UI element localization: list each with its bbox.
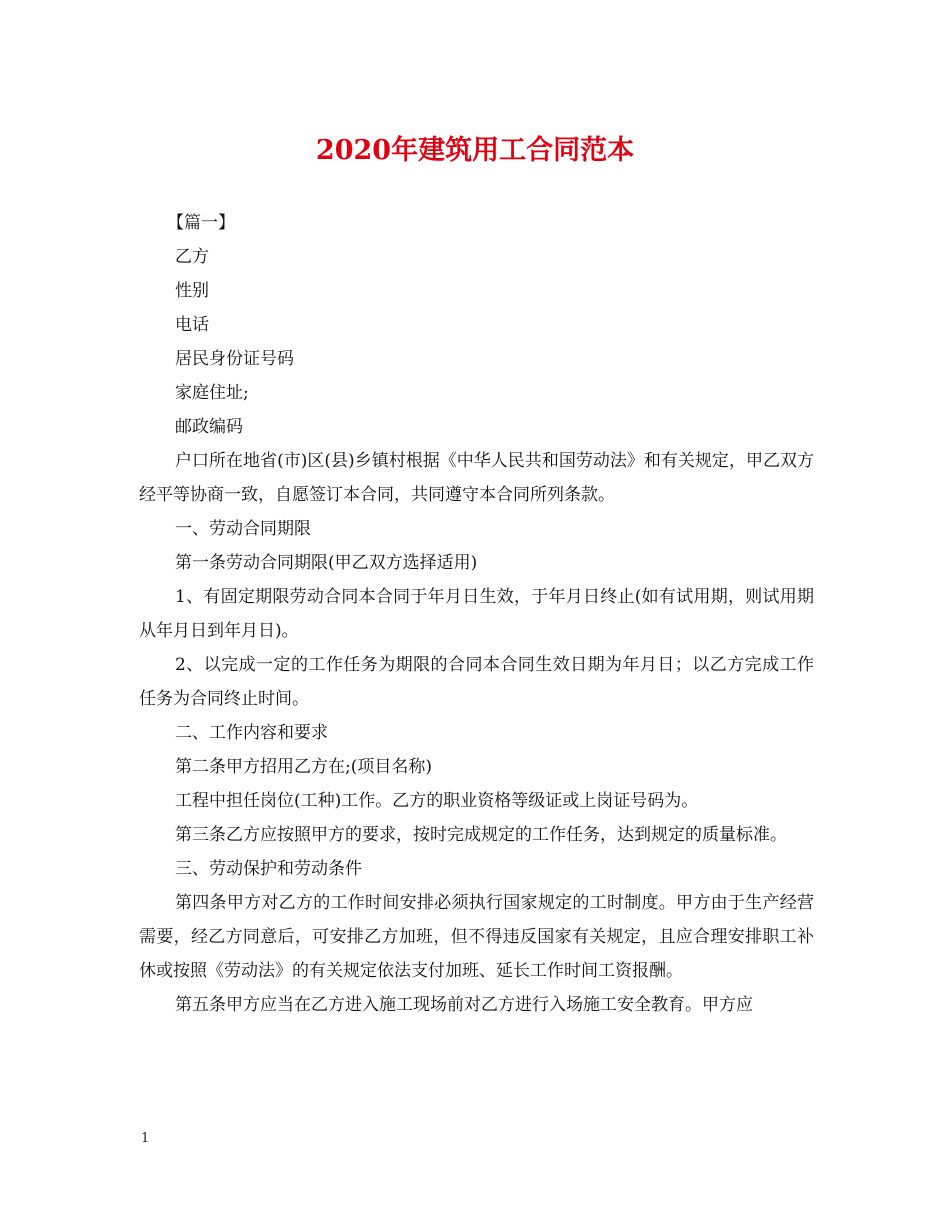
field-label: 乙方 bbox=[175, 247, 209, 267]
section-label: 【篇一】 bbox=[167, 213, 235, 233]
paragraph: 第三条乙方应按照甲方的要求，按时完成规定的工作任务，达到规定的质量标准。 bbox=[175, 825, 787, 845]
field-label: 居民身份证号码 bbox=[175, 349, 294, 369]
document-title: 2020年建筑用工合同范本 bbox=[315, 135, 635, 166]
section-heading: 一、劳动合同期限 bbox=[175, 519, 311, 539]
page-number: 1 bbox=[141, 1131, 150, 1146]
field-label: 性别 bbox=[175, 281, 209, 301]
section-heading: 三、劳动保护和劳动条件 bbox=[175, 859, 362, 879]
paragraph: 户口所在地省(市)区(县)乡镇村根据《中华人民共和国劳动法》和有关规定，甲乙双方经平等协商一致，自愿签订本合同，共同遵守本合同所列条款。 bbox=[139, 451, 814, 505]
field-label: 邮政编码 bbox=[175, 417, 243, 437]
field-label: 电话 bbox=[175, 315, 209, 335]
field-label: 家庭住址; bbox=[175, 383, 249, 403]
paragraph: 1、有固定期限劳动合同本合同于年月日生效，于年月日终止(如有试用期，则试用期从年月日到年月日)。 bbox=[139, 587, 814, 641]
paragraph: 2、以完成一定的工作任务为期限的合同本合同生效日期为年月日；以乙方完成工作任务为合同终止时间。 bbox=[139, 655, 814, 709]
section-heading: 二、工作内容和要求 bbox=[175, 723, 328, 743]
paragraph: 第一条劳动合同期限(甲乙双方选择适用) bbox=[175, 553, 478, 573]
paragraph: 工程中担任岗位(工种)工作。乙方的职业资格等级证或上岗证号码为。 bbox=[175, 791, 699, 811]
paragraph: 第四条甲方对乙方的工作时间安排必须执行国家规定的工时制度。甲方由于生产经营需要，经乙方同意后，可安排乙方加班，但不得违反国家有关规定，且应合理安排职工补休或按照《劳动法》的有关规定依法支付加班、延长工作时间工资报酬。 bbox=[139, 893, 814, 981]
paragraph: 第二条甲方招用乙方在;(项目名称) bbox=[175, 757, 432, 777]
document-body bbox=[139, 206, 814, 1022]
paragraph: 第五条甲方应当在乙方进入施工现场前对乙方进行入场施工安全教育。甲方应 bbox=[175, 995, 753, 1015]
